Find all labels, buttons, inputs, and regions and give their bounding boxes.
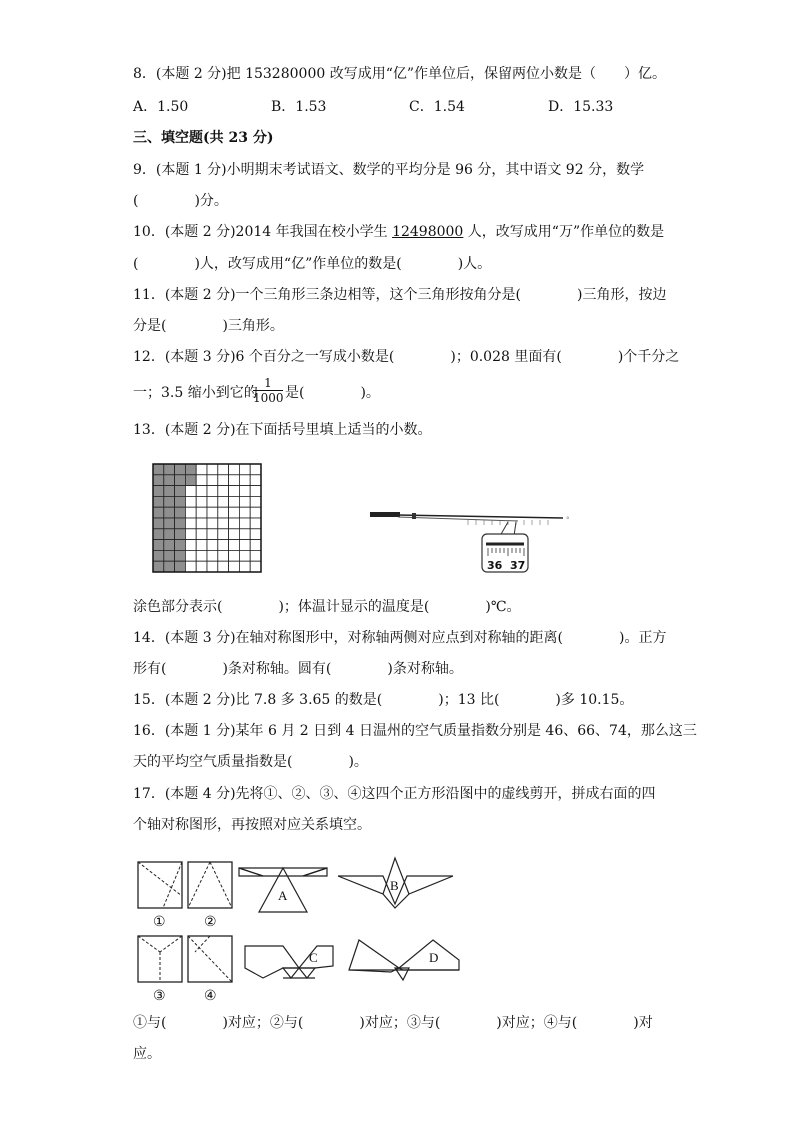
grid-cell-shaded xyxy=(175,561,186,572)
q8-option-d: D．15.33 xyxy=(548,99,614,115)
q12-line2-post: 是( )。 xyxy=(285,385,380,401)
grid-cell xyxy=(239,540,250,551)
square-1-label: ① xyxy=(153,914,166,930)
grid-cell-shaded xyxy=(153,550,164,561)
square-3-label: ③ xyxy=(153,988,166,1004)
q14-line1: 14．(本题 3 分)在轴对称图形中，对称轴两侧对应点到对称轴的距离( )。正方 xyxy=(133,630,667,646)
shape-a-label: A xyxy=(278,888,288,903)
grid-cell-shaded xyxy=(164,529,175,540)
grid-cell-shaded xyxy=(175,529,186,540)
grid-cell xyxy=(239,486,250,497)
grid-cell xyxy=(196,540,207,551)
grid-cell xyxy=(196,486,207,497)
q17-answer-line1: ①与( )对应；②与( )对应；③与( )对应；④与( )对 xyxy=(133,1015,653,1031)
q14-line2: 形有( )条对称轴。圆有( )条对称轴。 xyxy=(133,661,463,677)
q17-figures xyxy=(133,856,473,1006)
q8-text: 8．(本题 2 分)把 153280000 改写成用“亿”作单位后，保留两位小数是（ ）亿。 xyxy=(133,66,667,82)
grid-cell xyxy=(218,464,229,475)
grid-cell xyxy=(250,561,261,572)
grid-cell xyxy=(207,561,218,572)
shape-b xyxy=(338,858,453,908)
q16-line2: 天的平均空气质量指数是( )。 xyxy=(133,754,368,770)
grid-cell-shaded xyxy=(153,507,164,518)
q17-line1: 17．(本题 4 分)先将①、②、③、④这四个正方形沿图中的虚线剪开，拼成右面的四 xyxy=(133,786,656,802)
grid-cell xyxy=(239,518,250,529)
grid-cell-shaded xyxy=(175,475,186,486)
grid-cell xyxy=(229,529,240,540)
grid-cell xyxy=(250,475,261,486)
q13-text: 13．(本题 2 分)在下面括号里填上适当的小数。 xyxy=(133,422,432,438)
grid-cell-shaded xyxy=(153,529,164,540)
grid-cell-shaded xyxy=(153,561,164,572)
grid-cell xyxy=(229,518,240,529)
grid-cell xyxy=(239,475,250,486)
grid-cell xyxy=(196,507,207,518)
q16-line1: 16．(本题 1 分)某年 6 月 2 日到 4 日温州的空气质量指数分别是 46、66、74，那么这三 xyxy=(133,723,697,739)
shape-a xyxy=(239,868,327,912)
q10-line1-pre: 10．(本题 2 分)2014 年我国在校小学生 xyxy=(133,224,393,240)
grid-cell xyxy=(250,507,261,518)
q12-fraction xyxy=(253,376,283,405)
grid-cell xyxy=(185,496,196,507)
shape-c-label: C xyxy=(309,950,318,965)
thermometer-label-36: 36 xyxy=(487,559,503,572)
grid-cell xyxy=(239,496,250,507)
thermometer-bulb-end xyxy=(370,512,400,517)
q11-line1: 11．(本题 2 分)一个三角形三条边相等，这个三角形按角分是( )三角形，按边 xyxy=(133,287,667,303)
grid-cell xyxy=(218,486,229,497)
grid-cell xyxy=(218,496,229,507)
q17-line2: 个轴对称图形，再按照对应关系填空。 xyxy=(133,817,371,833)
grid-cell-shaded xyxy=(175,464,186,475)
grid-cell xyxy=(185,561,196,572)
grid-cell xyxy=(229,475,240,486)
grid-cell xyxy=(196,518,207,529)
grid-cell xyxy=(218,518,229,529)
q10-line1 xyxy=(133,222,664,242)
grid-cell-shaded xyxy=(164,496,175,507)
q15-text: 15．(本题 2 分)比 7.8 多 3.65 的数是( )；13 比( )多 10.15。 xyxy=(133,692,634,708)
fraction-denominator: 1000 xyxy=(253,391,284,405)
q8-option-b: B．1.53 xyxy=(271,99,327,115)
grid-cell-shaded xyxy=(164,475,175,486)
thermometer-label-37: 37 xyxy=(510,559,526,572)
q10-line2: ( )人，改写成用“亿”作单位的数是( )人。 xyxy=(133,256,492,272)
grid-cell xyxy=(250,540,261,551)
grid-cell-shaded xyxy=(164,518,175,529)
shape-c xyxy=(245,946,333,978)
grid-cell xyxy=(185,529,196,540)
square-2 xyxy=(188,862,232,930)
grid-cell-shaded xyxy=(153,475,164,486)
grid-cell xyxy=(207,486,218,497)
grid-cell xyxy=(196,529,207,540)
grid-cell xyxy=(196,496,207,507)
q10-number: 12498000 xyxy=(392,224,464,240)
grid-cell xyxy=(229,464,240,475)
grid-cell-shaded xyxy=(164,550,175,561)
grid-cell xyxy=(218,550,229,561)
grid-cell xyxy=(196,464,207,475)
grid-cell-shaded xyxy=(153,464,164,475)
square-4 xyxy=(188,936,232,1004)
grid-cell xyxy=(185,518,196,529)
q10-line1-post: 人，改写成用“万”作单位的数是 xyxy=(463,224,665,240)
grid-cell-shaded xyxy=(164,540,175,551)
grid-cell-shaded xyxy=(175,486,186,497)
grid-cell xyxy=(229,496,240,507)
grid-cell xyxy=(207,496,218,507)
grid-cell xyxy=(250,496,261,507)
q9-line2: ( )分。 xyxy=(133,193,228,209)
q17-answer-line2: 应。 xyxy=(133,1046,161,1062)
grid-cell-shaded xyxy=(164,507,175,518)
grid-cell xyxy=(239,507,250,518)
grid-cell xyxy=(218,507,229,518)
grid-cell xyxy=(239,464,250,475)
grid-cell xyxy=(239,550,250,561)
grid-cell-shaded xyxy=(153,486,164,497)
grid-cell-shaded xyxy=(175,507,186,518)
grid-cell xyxy=(229,550,240,561)
shape-d-label: D xyxy=(429,950,439,965)
grid-cell xyxy=(218,540,229,551)
svg-text:°: ° xyxy=(566,516,570,524)
grid-cell-shaded xyxy=(153,540,164,551)
grid-cell xyxy=(239,561,250,572)
grid-cell xyxy=(207,540,218,551)
grid-cell xyxy=(207,475,218,486)
q11-line2: 分是( )三角形。 xyxy=(133,318,284,334)
grid-cell xyxy=(218,475,229,486)
grid-cell xyxy=(250,550,261,561)
grid-cell-shaded xyxy=(164,561,175,572)
grid-cell-shaded xyxy=(164,464,175,475)
grid-cell xyxy=(218,561,229,572)
grid-cell-shaded xyxy=(164,486,175,497)
shape-d xyxy=(349,940,459,980)
grid-cell-shaded xyxy=(175,540,186,551)
grid-cell xyxy=(229,507,240,518)
grid-cell xyxy=(250,464,261,475)
grid-cell xyxy=(229,486,240,497)
grid-cell xyxy=(196,561,207,572)
grid-cell-shaded xyxy=(175,550,186,561)
grid-cell xyxy=(207,518,218,529)
grid-cell xyxy=(185,540,196,551)
grid-cell-shaded xyxy=(175,518,186,529)
grid-cell xyxy=(185,507,196,518)
grid-cell xyxy=(229,540,240,551)
q8-option-a: A．1.50 xyxy=(133,99,189,115)
grid-cell xyxy=(185,550,196,561)
grid-cell xyxy=(250,529,261,540)
grid-cell xyxy=(229,561,240,572)
section-title: 三、填空题(共 23 分) xyxy=(133,130,274,146)
grid-cell xyxy=(207,529,218,540)
q13-answer-line: 涂色部分表示( )；体温计显示的温度是( )℃。 xyxy=(133,599,521,615)
grid-cell xyxy=(196,475,207,486)
grid-cell xyxy=(207,507,218,518)
square-2-label: ② xyxy=(204,914,217,930)
q9-line1: 9．(本题 1 分)小明期末考试语文、数学的平均分是 96 分，其中语文 92 分，数学 xyxy=(133,162,645,178)
grid-cell xyxy=(250,486,261,497)
grid-cell xyxy=(185,486,196,497)
fraction-numerator: 1 xyxy=(253,376,283,391)
grid-cell xyxy=(218,529,229,540)
grid-cell xyxy=(250,518,261,529)
grid-cell xyxy=(207,464,218,475)
q12-line2-pre: 一；3.5 缩小到它的 xyxy=(133,385,258,401)
grid-cell-shaded xyxy=(175,496,186,507)
thermometer-figure xyxy=(368,500,578,575)
grid-cell xyxy=(196,550,207,561)
hundred-grid-figure xyxy=(153,464,261,572)
grid-cell-shaded xyxy=(185,475,196,486)
square-1 xyxy=(138,862,182,930)
grid-cell xyxy=(239,529,250,540)
square-3 xyxy=(138,936,182,1004)
shape-b-label: B xyxy=(390,878,399,893)
grid-cell-shaded xyxy=(153,518,164,529)
grid-cell xyxy=(207,550,218,561)
grid-cell-shaded xyxy=(153,496,164,507)
q12-line1: 12．(本题 3 分)6 个百分之一写成小数是( )；0.028 里面有( )个千分之 xyxy=(133,349,680,365)
grid-cell-shaded xyxy=(185,464,196,475)
square-4-label: ④ xyxy=(204,988,217,1004)
q8-option-c: C．1.54 xyxy=(409,99,465,115)
